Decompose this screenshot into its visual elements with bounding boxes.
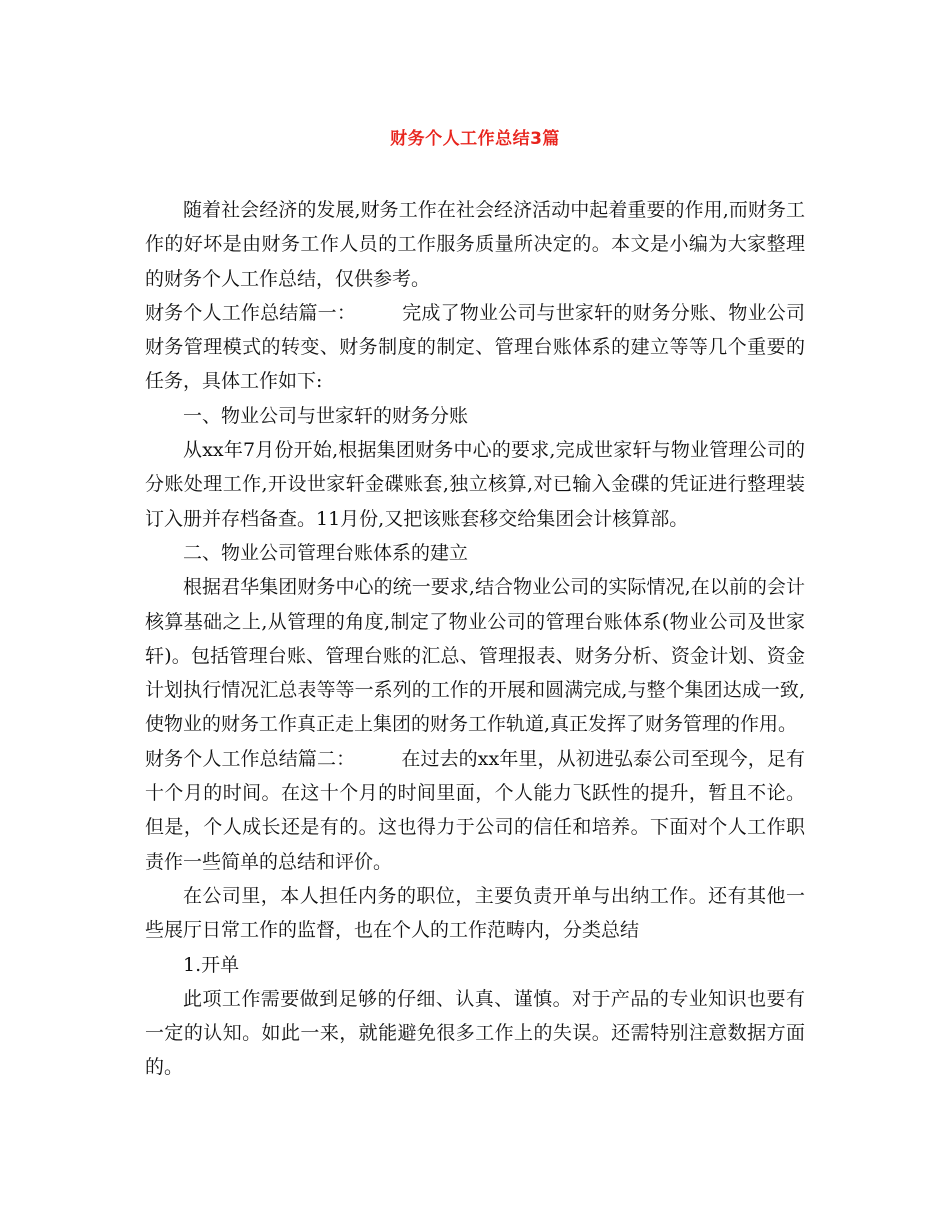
section1-body: 从xx年7月份开始,根据集团财务中心的要求,完成世家轩与物业管理公司的分账处理工作,开设世家轩金碟账套,独立核算,对已输入金碟的凭证进行整理装订入册并存档备查。11月份,又把该账套移交给集团会计核算部。 [145,439,805,530]
section2-body: 根据君华集团财务中心的统一要求,结合物业公司的实际情况,在以前的会计核算基础之上,从管理的角度,制定了物业公司的管理台账体系(物业公司及世家轩)。包括管理台账、管理台账的汇总、管理报表、财务分析、资金计划、资金计划执行情况汇总表等等一系列的工作的开展和圆满完成,与整个集团达成一致,使物业的财务工作真正走上集团的财务工作轨道,真正发挥了财务管理的作用。 [145,576,805,736]
part2-lead: 在过去的xx年里，从初进弘泰公司至现今，足有十个月的时间。在这十个月的时间里面，个人能力飞跃性的提升，暂且不论。但是，个人成长还是有的。这也得力于公司的信任和培养。下面对个人工作职责作一些简单的总结和评价。 [145,747,805,873]
part1-lead: 完成了物业公司与世家轩的财务分账、物业公司财务管理模式的转变、财务制度的制定、管理台账体系的建立等等几个重要的任务，具体工作如下: [145,301,805,393]
part2-paragraph [145,742,805,879]
part1-heading: 财务个人工作总结篇一： [145,301,357,324]
document-body [145,193,805,1085]
part2-heading: 财务个人工作总结篇二： [145,747,356,770]
section1-title: 一、物业公司与世家轩的财务分账 [183,404,469,427]
item1-title: 1.开单 [183,953,240,976]
intro-paragraph: 随着社会经济的发展,财务工作在社会经济活动中起着重要的作用,而财务工作的好坏是由财务工作人员的工作服务质量所决定的。本文是小编为大家整理的财务个人工作总结，仅供参考。 [145,199,805,290]
part2-para1: 在公司里，本人担任内务的职位，主要负责开单与出纳工作。还有其他一些展厅日常工作的监督，也在个人的工作范畴内，分类总结 [145,884,805,942]
document-title: 财务个人工作总结3篇 [390,129,560,149]
part1-paragraph [145,296,805,399]
section2-title: 二、物业公司管理台账体系的建立 [183,541,469,564]
item1-body: 此项工作需要做到足够的仔细、认真、谨慎。对于产品的专业知识也要有一定的认知。如此一来，就能避免很多工作上的失误。还需特别注意数据方面的。 [145,987,805,1079]
